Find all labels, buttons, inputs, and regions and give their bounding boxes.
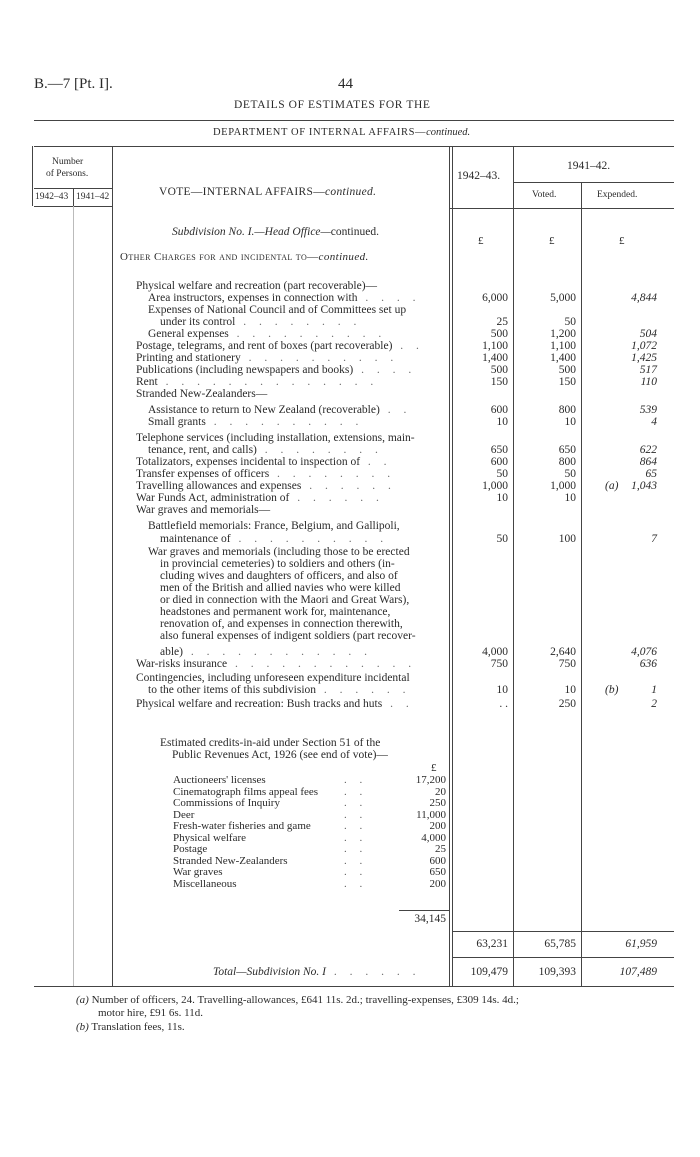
amount-1942: 500 [490,328,508,340]
dot-leader: . . [360,456,392,468]
credit-value: 4,000 [421,831,446,844]
dot-leader: . . [344,774,368,786]
amount-1942: 750 [490,658,508,670]
column-1942-left-line-2 [452,146,453,986]
amount-1942: 10 [496,416,508,428]
amount-voted: 50 [564,316,576,328]
amount-expended: 7 [651,533,657,545]
dot-leader: . . . . [357,292,421,304]
page-title: DETAILS OF ESTIMATES FOR THE [234,99,431,111]
row-description: Assistance to return to New Zealand (recoverable) . . [148,404,412,416]
amount-expended: 110 [640,376,657,388]
credit-label: Cinematograph films appeal fees [173,785,319,798]
amount-expended: 636 [639,658,657,670]
amount-voted: 500 [558,364,576,376]
row-description: men of the British and allied navies who were killed [160,582,401,594]
col-1942-header: 1942–43. [457,170,501,182]
sum-bottom-rule [452,957,674,958]
row-description: Totalizators, expenses incidental to inspection of . . [136,456,392,468]
credit-label: Postage [173,843,208,855]
dot-leader: . . . . . . . . . . [228,328,387,340]
total-voted: 109,393 [538,966,576,978]
dot-leader: . . [344,785,368,798]
row-description: Small grants . . . . . . . . . . [148,416,364,428]
year-1942-label: 1942–43 [35,192,69,202]
amount-expended: 504 [639,328,657,340]
dot-leader: . . . . . . . . [269,468,396,480]
year-column-line [73,206,74,986]
row-description: able) . . . . . . . . . . . . [160,646,372,658]
document-ref: B.—7 [Pt. I]. [34,76,113,92]
credit-value: 17,200 [415,774,446,786]
row-description: War Funds Act, administration of . . . . . . [136,492,384,504]
dot-leader: . . [344,877,368,890]
sum-voted: 65,785 [544,938,576,950]
row-description: Rent . . . . . . . . . . . . . . [136,376,379,388]
expended-header: Expended. [597,190,638,200]
amount-1942: 10 [496,492,508,504]
row-description: Physical welfare and recreation: Bush tracks and huts . . [136,698,414,710]
row-description: War graves and memorials— [136,504,271,516]
amount-1942: 25 [496,316,508,328]
column-1942-left-line [449,146,450,986]
credit-value: 25 [435,843,446,855]
dot-leader: . . . . . . . . [256,444,383,456]
amount-expended: 4,844 [631,292,657,304]
credit-label: Deer [173,808,195,821]
credit-label: Commissions of Inquiry [173,797,280,809]
dot-leader: . . [392,340,424,352]
dot-leader: . . . . . . . . . . [240,352,399,364]
amount-1942: . . [499,698,508,710]
amount-voted: 5,000 [550,292,576,304]
total-1942: 109,479 [470,966,508,978]
footnote-marker: (b) [605,684,619,696]
table-bottom-rule [34,986,674,987]
credit-value: 11,000 [416,808,446,821]
row-description: Postage, telegrams, and rent of boxes (part recoverable) . . [136,340,424,352]
amount-voted: 1,000 [550,480,576,492]
row-description: Physical welfare and recreation (part recoverable)— [136,280,378,292]
credit-label: War graves [173,866,223,878]
dot-leader: . . . . . . [316,684,411,696]
amount-1942: 50 [496,533,508,545]
amount-voted: 800 [558,404,576,416]
table-top-rule [34,146,674,147]
dot-leader: . . [344,854,368,867]
amount-expended: 1 [651,684,657,696]
pound-sign-voted: £ [549,235,555,247]
credit-value: 20 [435,785,446,798]
column-1942-right-line [513,146,514,986]
dot-leader: . . . . . . . . . . . . [227,658,417,670]
credits-total: 34,145 [414,913,446,925]
dot-leader: . . . . . . . . . . [230,533,389,545]
pound-sign-1942: £ [478,235,484,247]
amount-expended: 1,072 [631,340,657,352]
row-description: in provincial cemeteries) to soldiers and others (in- [160,558,395,570]
dot-leader: . . . . [353,364,417,376]
amount-voted: 150 [558,376,576,388]
amount-voted: 10 [564,684,576,696]
credit-value: 650 [429,866,446,878]
amount-expended: 864 [639,456,657,468]
footnote-a: (a) Number of officers, 24. Travelling-allowances, £641 11s. 2d.; travelling-expenses, £309 14s. 4d.; [76,994,519,1006]
amount-voted: 1,400 [550,352,576,364]
amount-voted: 250 [558,698,576,710]
dot-leader: . . [344,866,368,878]
row-description: Contingencies, including unforeseen expenditure incidental [136,672,410,684]
amount-1942: 50 [496,468,508,480]
amount-expended: 4,076 [631,646,657,658]
row-description: headstones and permanent work for, maintenance, [160,606,391,618]
credits-total-rule [399,910,449,911]
credit-label: Fresh-water fisheries and game [173,820,311,832]
sum-top-rule [452,931,674,932]
row-description: maintenance of . . . . . . . . . . [160,533,389,545]
total-label: Total—Subdivision No. I . . . . . . [213,966,421,978]
number-label: Number [52,157,84,167]
amount-voted: 2,640 [550,646,576,658]
amount-expended: 1,425 [631,352,657,364]
amount-voted: 1,200 [550,328,576,340]
dot-leader: . . . . . . . . . . . . . . [157,376,379,388]
row-description: Telephone services (including installation, extensions, main- [136,432,415,444]
credits-title-line2: Public Revenues Act, 1926 (see end of vote)— [172,749,388,761]
row-description: Publications (including newspapers and books) . . . . [136,364,417,376]
amount-1942: 500 [490,364,508,376]
amount-voted: 650 [558,444,576,456]
page-number: 44 [338,76,353,92]
row-description: Printing and stationery . . . . . . . . . . [136,352,399,364]
row-description: Stranded New-Zealanders— [136,388,268,400]
credit-value: 600 [429,854,446,867]
credit-value: 250 [429,797,446,809]
dot-leader: . . . . . . . . . . . . [182,646,372,658]
amount-voted: 10 [564,492,576,504]
dot-leader: . . . . . . [301,480,396,492]
row-description: renovation of, and expenses in connection therewith, [160,618,403,630]
row-description: General expenses . . . . . . . . . . [148,328,387,340]
row-description: Battlefield memorials: France, Belgium, and Gallipoli, [148,520,400,532]
amount-1942: 1,000 [482,480,508,492]
footnote-a-continued: motor hire, £91 6s. 11d. [98,1007,203,1019]
amount-voted: 100 [558,533,576,545]
credits-pound-sign: £ [431,762,437,774]
row-description: Expenses of National Council and of Committees set up [148,304,407,316]
other-charges-heading: Other Charges for and incidental to—continued. [120,251,369,263]
credit-label: Miscellaneous [173,877,237,890]
amount-expended: 622 [639,444,657,456]
left-frame-line [32,146,33,206]
voted-rule [513,182,674,183]
pound-sign-expended: £ [619,235,625,247]
row-description: Transfer expenses of officers . . . . . . . . [136,468,396,480]
amount-voted: 750 [558,658,576,670]
amount-1942: 150 [490,376,508,388]
amount-1942: 600 [490,404,508,416]
dot-leader: . . [344,808,368,821]
row-description: Area instructors, expenses in connection with . . . . [148,292,421,304]
row-description: Travelling allowances and expenses . . . . . . [136,480,396,492]
dot-leader: . . . . . . [289,492,384,504]
credits-title-line1: Estimated credits-in-aid under Section 51 of the [160,737,381,749]
credit-label: Auctioneers' licenses [173,774,266,786]
subdivision-heading: Subdivision No. I.—Head Office—continued. [172,226,379,238]
credit-value: 200 [429,820,446,832]
persons-divider [73,188,74,206]
header-rule [34,120,674,121]
amount-expended: 517 [639,364,657,376]
dot-leader: . . [344,843,368,855]
amount-voted: 800 [558,456,576,468]
amount-expended: 2 [651,698,657,710]
sum-expended: 61,959 [625,938,657,950]
dot-leader: . . [344,820,368,832]
amount-expended: 4 [651,416,657,428]
dot-leader: . . [344,831,368,844]
amount-1942: 10 [496,684,508,696]
row-description: War graves and memorials (including those to be erected [148,546,410,558]
amount-voted: 1,100 [550,340,576,352]
dot-leader: . . . . . . . . [235,316,362,328]
amount-1942: 600 [490,456,508,468]
amount-1942: 6,000 [482,292,508,304]
credit-value: 200 [429,877,446,890]
credit-label: Physical welfare [173,831,246,844]
footnote-b: (b) Translation fees, 11s. [76,1021,185,1033]
dot-leader: . . [379,404,412,416]
footnote-marker: (a) [605,480,619,492]
amount-1942: 1,100 [482,340,508,352]
dept-title: DEPARTMENT OF INTERNAL AFFAIRS—continued. [213,127,471,138]
row-description: to the other items of this subdivision . . . . . . [148,684,411,696]
row-description: also funeral expenses of indigent soldiers (part recover- [160,630,416,642]
amount-expended: 539 [639,404,657,416]
voted-header: Voted. [532,190,557,200]
money-header-rule [449,208,674,209]
year-1941-label: 1941–42 [76,192,110,202]
dot-leader: . . [382,698,414,710]
dot-leader: . . [344,797,368,809]
row-description: under its control . . . . . . . . [160,316,362,328]
row-description: cluding wives and daughters of officers, and also of [160,570,398,582]
col-1941-header: 1941–42. [567,160,611,172]
vote-title: VOTE—INTERNAL AFFAIRS—continued. [159,186,377,198]
amount-expended: 65 [645,468,657,480]
amount-voted: 50 [564,468,576,480]
sum-1942: 63,231 [476,938,508,950]
amount-expended: 1,043 [631,480,657,492]
persons-label: of Persons. [46,169,89,179]
row-description: War-risks insurance . . . . . . . . . . . . [136,658,417,670]
amount-1942: 4,000 [482,646,508,658]
credit-label: Stranded New-Zealanders [173,854,288,867]
row-description: or died in connection with the Maori and Great Wars), [160,594,410,606]
row-description: tenance, rent, and calls) . . . . . . . . [148,444,383,456]
total-expended: 107,489 [619,966,657,978]
amount-1942: 1,400 [482,352,508,364]
persons-column-line [112,146,113,986]
amount-voted: 10 [564,416,576,428]
amount-1942: 650 [490,444,508,456]
dot-leader: . . . . . . . . . . [205,416,364,428]
